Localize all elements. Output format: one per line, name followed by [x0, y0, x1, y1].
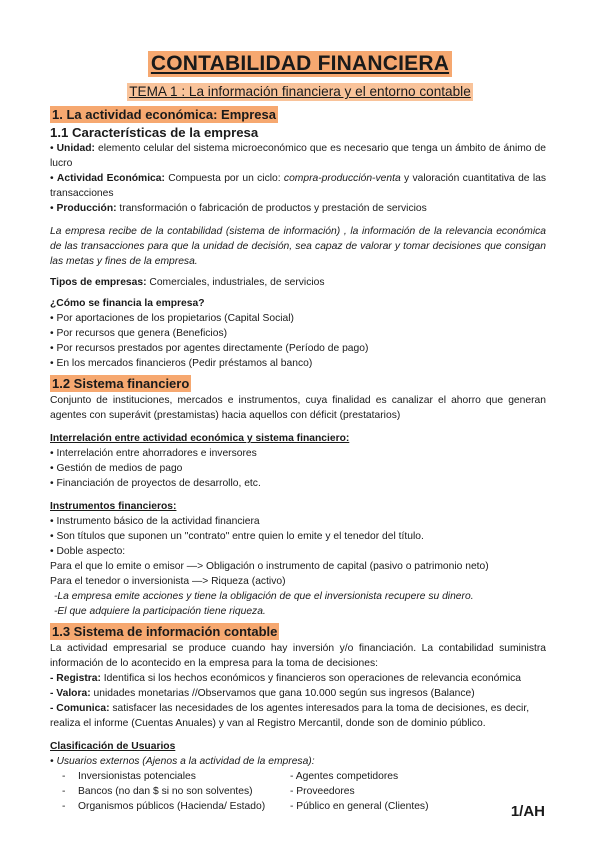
clasificacion-heading: Clasificación de Usuarios [50, 741, 176, 752]
list-item: • Instrumento básico de la actividad financiera [50, 516, 260, 527]
empresa-italic-paragraph: La empresa recibe de la contabilidad (sistema de información) , la información de la relevancia económica de las transacciones para que la unidad de decisión, sea capaz de valorar y tomar decisiones que consigan las metas y fines de la empresa. [50, 226, 546, 267]
tipos-label: Tipos de empresas: [50, 277, 147, 288]
list-item: • Por recursos que genera (Beneficios) [50, 328, 228, 339]
list-item: • Gestión de medios de pago [50, 463, 183, 474]
page-number: 1/AH [510, 803, 545, 820]
list-item: - Proveedores [290, 786, 355, 797]
tipos-line [50, 275, 546, 290]
sistema-info-intro: La actividad empresarial se produce cuando hay inversión y/o financiación. La contabilidad suministra información de lo acontecido en la empresa para la toma de decisiones: [50, 643, 546, 669]
unidad-text: elemento celular del sistema microeconómico que es necesario que tenga un ámbito de ánimo de lucro [50, 143, 546, 169]
list-item: • Interrelación entre ahorradores e inversores [50, 448, 257, 459]
list-item: - Bancos (no dan $ si no son solventes) [62, 786, 253, 797]
produccion-item: • Producción: transformación o fabricación de productos y prestación de servicios [50, 203, 427, 214]
unidad-item: • Unidad: elemento celular del sistema microeconómico que es necesario que tenga un ámbito de ánimo de lucro [50, 143, 546, 169]
actividad-text-b: y valoración cuantitativa de las transacciones [50, 173, 546, 199]
list-item: • Son títulos que suponen un "contrato" entre quien lo emite y el tenedor del título. [50, 531, 424, 542]
list-item: - Organismos públicos (Hacienda/ Estado) [62, 801, 266, 812]
actividad-label: Actividad Económica: [56, 173, 165, 184]
list-item: • Por aportaciones de los propietarios (Capital Social) [50, 313, 294, 324]
list-item: - Agentes competidores [290, 771, 399, 782]
produccion-label: Producción: [56, 203, 117, 214]
list-item: - Público en general (Clientes) [290, 801, 429, 812]
comunica-item: - Comunica: satisfacer las necesidades de los agentes interesados para la toma de decisiones, es decir, realiza el informe (Cuentas Anuales) y van al Registro Mercantil, donde son de dominio público. [50, 703, 530, 729]
section-1-2-heading: 1.2 Sistema financiero [52, 376, 190, 391]
section-1-heading: 1. La actividad económica: Empresa [52, 107, 276, 122]
usuarios-right-column [290, 769, 540, 814]
registra-item: - Registra: Identifica si los hechos económicos y financieros son operaciones de relevancia económica [50, 673, 522, 684]
usuarios-left-column [50, 769, 290, 814]
produccion-text: transformación o fabricación de productos y prestación de servicios [116, 203, 427, 214]
actividad-cycle: compra-producción-venta [283, 173, 401, 184]
content [50, 106, 546, 814]
actividad-item: • Actividad Económica: Compuesta por un ciclo: compra-producción-venta y valoración cuantitativa de las transacciones [50, 173, 546, 199]
actividad-text-a: Compuesta por un ciclo: [164, 173, 284, 184]
topic-subtitle: TEMA 1 : La información financiera y el entorno contable [129, 84, 471, 99]
financia-heading: ¿Cómo se financia la empresa? [50, 298, 205, 309]
document-title: CONTABILIDAD FINANCIERA [148, 51, 452, 77]
instrumentos-heading: Instrumentos financieros: [50, 501, 177, 512]
interrelacion-heading: Interrelación entre actividad económica y sistema financiero: [50, 433, 350, 444]
usuarios-columns [50, 769, 546, 814]
list-item: - Inversionistas potenciales [62, 771, 196, 782]
emisor-line: Para el que lo emite o emisor —> Obligación o instrumento de capital (pasivo o patrimonio neto) [50, 561, 489, 572]
tenedor-line: Para el tenedor o inversionista —> Riqueza (activo) [50, 576, 286, 587]
sistema-financiero-intro: Conjunto de instituciones, mercados e instrumentos, cuya finalidad es canalizar el ahorro que generan agentes con superávit (prestamistas) hacia aquellos con déficit (prestatarios) [50, 395, 546, 421]
list-item: • Doble aspecto: [50, 546, 126, 557]
section-1-3-heading: 1.3 Sistema de información contable [52, 624, 278, 639]
usuarios-externos-line: • Usuarios externos (Ajenos a la actividad de la empresa): [50, 756, 315, 767]
list-item: • Financiación de proyectos de desarrollo, etc. [50, 478, 261, 489]
subtitle-wrap [0, 83, 600, 101]
italic-note-1: -La empresa emite acciones y tiene la obligación de que el inversionista recupere su dinero. [54, 591, 474, 602]
unidad-label: Unidad: [56, 143, 95, 154]
valora-item: - Valora: unidades monetarias //Observamos que gana 10.000 según sus ingresos (Balance) [50, 688, 475, 699]
list-item: • Por recursos prestados por agentes directamente (Período de pago) [50, 343, 369, 354]
title-wrap [0, 51, 600, 77]
list-item: • En los mercados financieros (Pedir préstamos al banco) [50, 358, 313, 369]
section-1-1-heading: 1.1 Características de la empresa [50, 125, 259, 140]
tipos-text: Comerciales, industriales, de servicios [146, 277, 325, 288]
italic-note-2: -El que adquiere la participación tiene riqueza. [54, 606, 266, 617]
